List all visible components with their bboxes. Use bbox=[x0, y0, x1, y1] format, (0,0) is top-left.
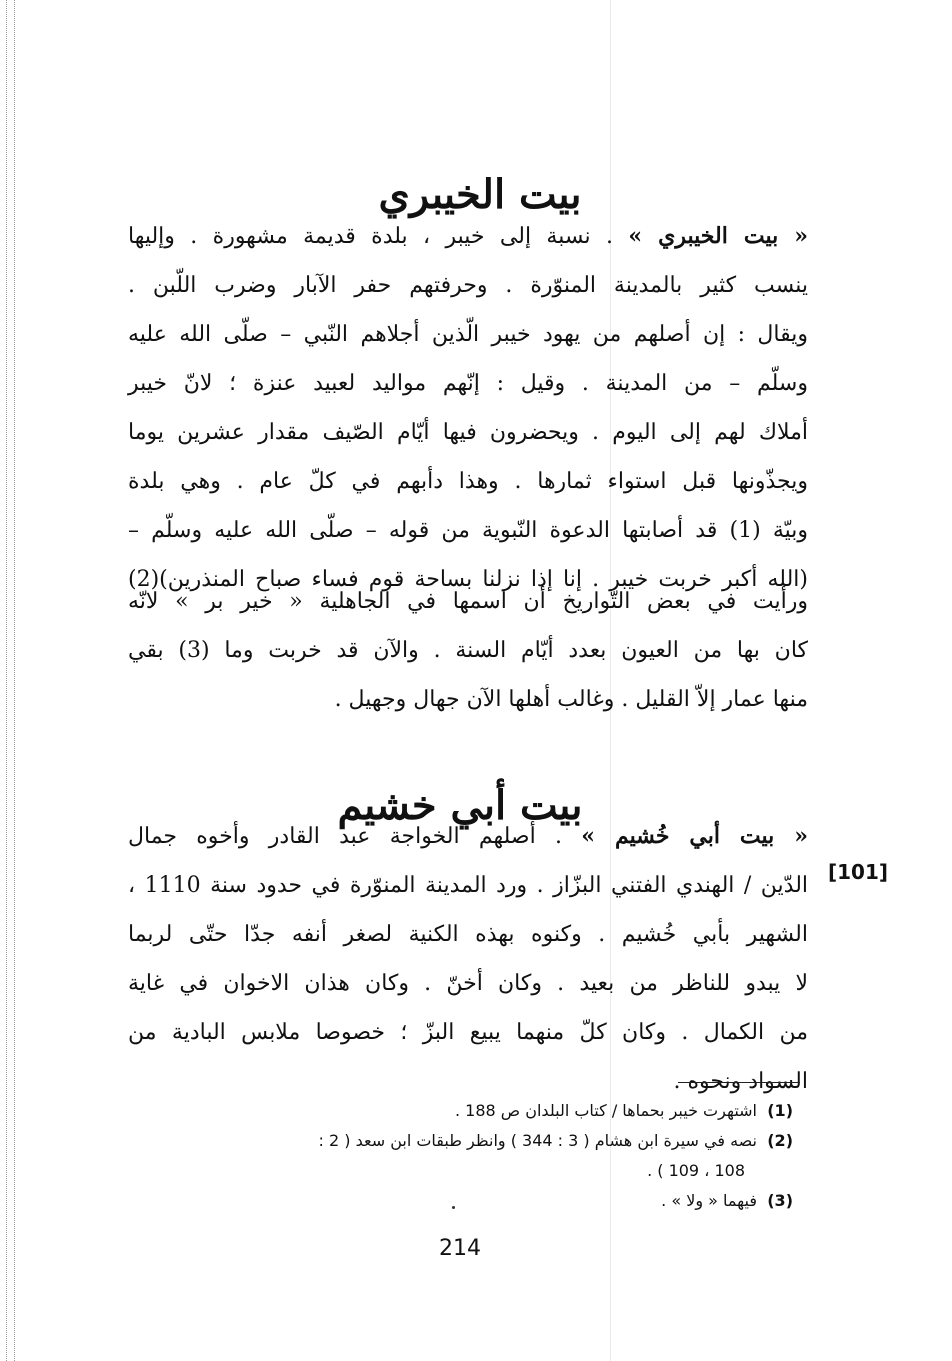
text-line: ورأيت في بعض التّواريخ أن اسمها في الجاهلية « خير بر » لانّه bbox=[128, 589, 808, 614]
text-line: ويقال : إن أصلهم من يهود خيبر الّذين أجلاهم النّبي – صلّى الله عليه bbox=[128, 322, 808, 347]
scan-speck bbox=[452, 1206, 455, 1209]
footnote-continuation: 108 ، 109 ) . bbox=[647, 1161, 745, 1180]
footnote-2 bbox=[128, 1126, 793, 1186]
footnote-number: (3) bbox=[767, 1191, 793, 1210]
text-line: السواد ونحوه . bbox=[673, 1069, 808, 1094]
footnote-number: (1) bbox=[767, 1101, 793, 1120]
text-line: كان بها من العيون بعدد أيّام السنة . والآن قد خربت وما (3) بقي bbox=[128, 638, 808, 663]
entry-lead: « بيت الخيبري » bbox=[628, 223, 808, 249]
page-number: 214 bbox=[439, 1236, 481, 1261]
text-line: « بيت الخيبري » . نسبة إلى خيبر ، بلدة قديمة مشهورة . وإليها bbox=[128, 223, 808, 249]
section-heading-abi-khushaym: بيت أبي خشيم bbox=[337, 782, 583, 830]
scan-edge-line bbox=[14, 0, 15, 1361]
text-line: الشهير بأبي خُشيم . وكنوه بهذه الكنية لصغر أنفه جدّا حتّى لربما bbox=[128, 922, 808, 947]
footnote-number: (2) bbox=[767, 1131, 793, 1150]
text-line: ينسب كثير بالمدينة المنوّرة . وحرفتهم حفر الآبار وضرب اللّبن . bbox=[128, 273, 808, 298]
text-line: ويجذّونها قبل استواء ثمارها . وهذا دأبهم في كلّ عام . وهي بلدة bbox=[128, 469, 808, 494]
footnote-separator bbox=[678, 1082, 800, 1083]
manuscript-page-marker: [101] bbox=[828, 860, 889, 884]
footnote-1 bbox=[128, 1096, 793, 1126]
section-heading-khaybari: بيت الخيبري bbox=[378, 170, 582, 218]
paragraph-abi-khushaym bbox=[128, 812, 808, 1106]
paragraph-khaybar-history bbox=[128, 577, 808, 724]
footnote-text: فيهما « ولا » . bbox=[661, 1191, 757, 1210]
text-line: من الكمال . وكان كلّ منهما يبيع البزّ ؛ خصوصا ملابس البادية من bbox=[128, 1020, 808, 1045]
text-line: (الله أكبر خربت خيبر . إنا إذا نزلنا بساحة قوم فساء صباح المنذرين)(2) bbox=[128, 567, 808, 592]
text-line: وسلّم – من المدينة . وقيل : إنّهم مواليد لعبيد عنزة ؛ لانّ خيبر bbox=[128, 371, 808, 396]
text-line: لا يبدو للناظر من بعيد . وكان أخنّ . وكان هذان الاخوان في غاية bbox=[128, 971, 808, 996]
paragraph-khaybari bbox=[128, 212, 808, 604]
footnotes bbox=[128, 1096, 793, 1216]
text-line: وبيّة (1) قد أصابتها الدعوة النّبوية من قوله – صلّى الله عليه وسلّم – bbox=[128, 518, 808, 543]
scan-edge-line bbox=[6, 0, 7, 1361]
footnote-text: نصه في سيرة ابن هشام ( 3 : 344 ) وانظر طبقات ابن سعد ( 2 : bbox=[318, 1131, 757, 1150]
entry-lead: « بيت أبي خُشيم » bbox=[581, 823, 808, 849]
text-line: أملاك لهم إلى اليوم . ويحضرون فيها أيّام الصّيف مقدار عشرين يوما bbox=[128, 420, 808, 445]
text-line: منها عمار إلاّ القليل . وغالب أهلها الآن جهال وجهيل . bbox=[334, 687, 808, 712]
footnote-text: اشتهرت خيبر بحماها / كتاب البلدان ص 188 . bbox=[454, 1101, 757, 1120]
text-line: الدّين / الهندي الفتني البزّاز . ورد المدينة المنوّرة في حدود سنة 1110 ، bbox=[128, 873, 809, 898]
text-line: « بيت أبي خُشيم » . أصلهم الخواجة عبد القادر وأخوه جمال bbox=[128, 823, 808, 849]
footnote-3 bbox=[128, 1186, 793, 1216]
